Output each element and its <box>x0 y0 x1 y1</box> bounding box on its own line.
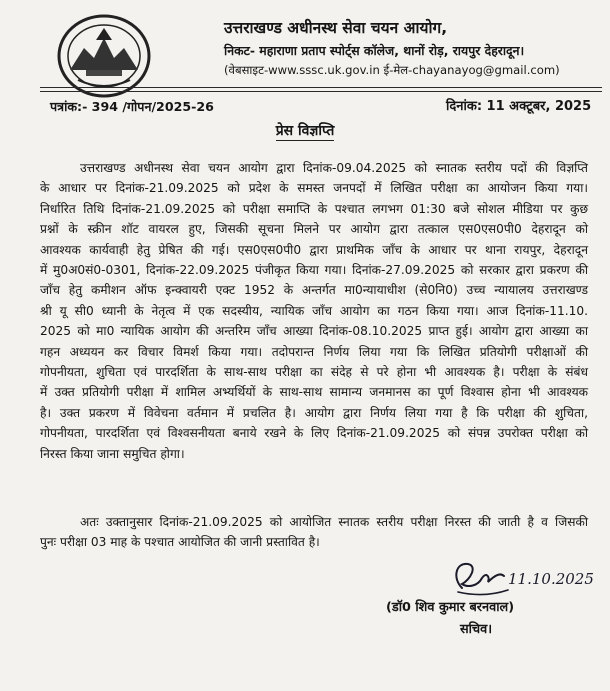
organization-address: निकट- महाराणा प्रताप स्पोर्ट्स कॉलेज, थानों रोड़, रायपुर देहरादून। <box>224 43 525 58</box>
text-line: में मु0अ0सं0-0301, दिनांक-22.09.2025 पंजीकृत किया गया। दिनांक-27.09.2025 को सरकार द्वारा प्रकरण की <box>40 263 588 278</box>
text-line: में उक्त प्रतियोगी परीक्षा में शामिल अभ्यर्थियों के साथ-साथ सामान्य जनमानस का पूर्ण विश्वास होना भी आवश्यक <box>40 385 588 400</box>
body-paragraph <box>40 158 588 464</box>
commission-emblem-logo <box>56 14 152 98</box>
header-divider <box>40 87 602 88</box>
text-line: प्रश्नों के स्क्रीन शॉट वायरल हुए, जिसकी सूचना मिलने पर आयोग द्वारा तत्काल एस0एस0पी0 देहरादून को <box>40 222 588 237</box>
text-line: गोपनीयता, शुचिता एवं पारदर्शिता के साथ-साथ परीक्षा का संदेह से परे होना भी आवश्यक है। परीक्षा के संबंध <box>40 365 588 380</box>
text-line: पुनः परीक्षा 03 माह के पश्चात आयोजित की जानी प्रस्तावित है। <box>40 535 320 550</box>
handwritten-signature <box>448 554 598 598</box>
signature-date: 11.10.2025 <box>508 570 594 588</box>
text-line: आवश्यक कार्यवाही हेतु प्रेषित की गई। एस0एस0पी0 द्वारा प्राथमिक जाँच के आधार पर थाना रायपुर, देहरादून <box>40 242 588 257</box>
conclusion-paragraph <box>40 512 588 553</box>
text-line: है। उक्त प्रकरण में विवेचना वर्तमान में प्रचलित है। आयोग द्वारा निर्णय लिया गया है कि परीक्षा की शुचिता, <box>40 405 588 420</box>
text-line: निर्धारित तिथि दिनांक-21.09.2025 को परीक्षा समाप्ति के पश्चात लगभग 01:30 बजे सोशल मीडिया पर कुछ <box>40 201 588 216</box>
text-line: के आधार पर दिनांक-21.09.2025 को प्रदेश के समस्त जनपदों में लिखित परीक्षा का आयोजन किया गया। <box>40 181 588 196</box>
document-title <box>0 121 610 140</box>
reference-number: पत्रांक:- 394 /गोपन/2025-26 <box>50 99 214 114</box>
document-title-text: प्रेस विज्ञप्ति <box>275 123 335 139</box>
header-divider <box>40 91 602 92</box>
text-line: श्री यू सी0 ध्यानी के नेतृत्व में एक सदस्यीय, न्यायिक जाँच आयोग का गठन किया गया। आज दिनांक-11.10. <box>40 303 588 318</box>
text-line: 2025 को मा0 न्यायिक आयोग की अन्तरिम जाँच आख्या दिनांक-08.10.2025 प्राप्त हुई। आयोग द्वारा आख्या का <box>40 324 588 339</box>
signatory-name: (डॉ0 शिव कुमार बरनवाल) <box>386 600 515 615</box>
signatory-designation: सचिव। <box>460 622 493 637</box>
text-line: निरस्त किया जाना समुचित होगा। <box>40 446 185 461</box>
text-line: उत्तराखण्ड अधीनस्थ सेवा चयन आयोग द्वारा दिनांक-09.04.2025 को स्नातक स्तरीय पदों की विज्ञप्ति <box>80 161 588 175</box>
organization-name: उत्तराखण्ड अधीनस्थ सेवा चयन आयोग, <box>224 19 448 37</box>
text-line: गोपनीयता, पारदर्शिता एवं विश्वसनीयता बनाये रखने के लिए दिनांक-21.09.2025 को संपन्न उपरोक्त परीक्षा को <box>40 426 588 441</box>
organization-contact: (वेबसाइट-www.sssc.uk.gov.in ई-मेल-chayanayog@gmail.com) <box>224 63 560 77</box>
text-line: गहन अध्ययन कर विचार विमर्श किया गया। तदोपरान्त निर्णय लिया गया कि लिखित प्रतियोगी परीक्षाओं की <box>40 344 588 359</box>
issue-date: दिनांक: 11 अक्टूबर, 2025 <box>446 99 592 114</box>
text-line: जाँच हेतु कमीशन ऑफ इन्क्वायरी एक्ट 1952 के अन्तर्गत मा0न्यायाधीश (से0नि0) उच्च न्यायालय उत्तराखण्ड <box>40 283 588 298</box>
text-line: अतः उक्तानुसार दिनांक-21.09.2025 को आयोजित स्नातक स्तरीय परीक्षा निरस्त की जाती है व जिसकी <box>80 515 588 529</box>
